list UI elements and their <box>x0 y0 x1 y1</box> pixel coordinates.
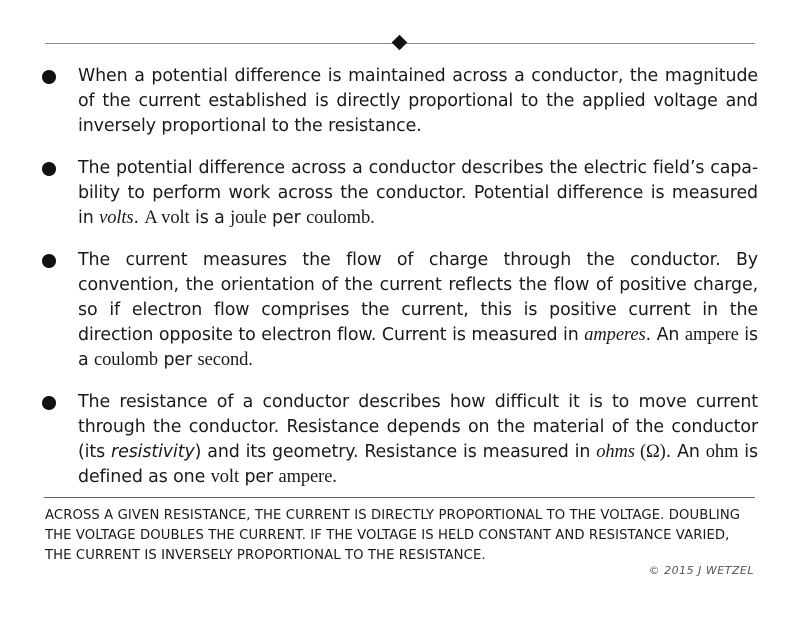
bullet-text <box>78 390 758 490</box>
text-segment: is a <box>78 325 758 370</box>
diamond-ornament-icon <box>392 35 408 51</box>
text-segment: ampere. <box>278 467 337 487</box>
bullet-dot-icon <box>42 396 56 410</box>
text-segment: is defined as one <box>78 442 758 487</box>
bullet-text <box>78 156 758 231</box>
text-segment: . An <box>665 442 706 462</box>
text-segment: volts <box>99 208 134 228</box>
bullet-item-ohms-law <box>42 64 758 139</box>
text-segment: ohms <box>596 442 635 462</box>
text-segment: A volt <box>144 208 190 228</box>
text-segment: amperes <box>584 325 646 345</box>
bullet-dot-icon <box>42 254 56 268</box>
summary-caption: ACROSS A GIVEN RESISTANCE, THE CURRENT IS DIRECTLY PROPORTIONAL TO THE VOLTAGE. DOUBLING THE VOLTAGE DOUBLES THE CURRENT. IF THE VOLTAGE IS HELD CONSTANT AND RESISTANCE VARIED, THE CURRENT IS INVERSELY PROPORTIONAL TO THE RESISTANCE. <box>45 508 741 563</box>
bullet-item-current <box>42 248 758 373</box>
text-segment: The current measures the flow of charge through the conductor. By convention, the orientation of the current reflects the flow of positive charge, so if electron flow comprises the current, this is positive current in the direction opposite to electron flow. Current is measured in <box>78 250 758 345</box>
text-segment: volt <box>210 467 240 487</box>
text-segment: The potential difference across a conductor describes the electric field’s capa-bility to perform work across the conductor. Potential difference is measured in <box>78 158 758 228</box>
text-segment: per <box>158 350 198 370</box>
text-segment: coulomb. <box>306 208 375 228</box>
text-segment: The resistance of a conductor describes how difficult it is to move current through the conductor. Resistance depends on the material of the conductor (its <box>78 392 758 462</box>
text-segment: coulomb <box>94 350 159 370</box>
bullet-list <box>42 64 758 507</box>
bullet-item-potential-difference <box>42 156 758 231</box>
text-segment: (Ω) <box>634 442 666 462</box>
text-segment: resistivity <box>111 442 195 462</box>
text-segment: second. <box>197 350 253 370</box>
text-segment: ohm <box>705 442 739 462</box>
bullet-dot-icon <box>42 162 56 176</box>
bullet-dot-icon <box>42 70 56 84</box>
text-segment: per <box>266 208 307 228</box>
text-segment: is a <box>189 208 231 228</box>
text-segment: joule <box>230 208 267 228</box>
text-segment: per <box>239 467 279 487</box>
copyright-notice: © 2015 J WETZEL <box>648 564 754 577</box>
text-segment: . An <box>645 325 685 345</box>
bullet-text <box>78 64 758 139</box>
bullet-item-resistance <box>42 390 758 490</box>
text-segment: ampere <box>684 325 739 345</box>
text-segment: ) and its geometry. Resistance is measured in <box>194 442 597 462</box>
text-segment: When a potential difference is maintained across a conductor, the magnitude of the current established is directly proportional to the applied voltage and inversely proportional to the resistance. <box>78 66 758 136</box>
text-segment: . <box>133 208 145 228</box>
bullet-text <box>78 248 758 373</box>
bottom-divider <box>44 497 755 498</box>
